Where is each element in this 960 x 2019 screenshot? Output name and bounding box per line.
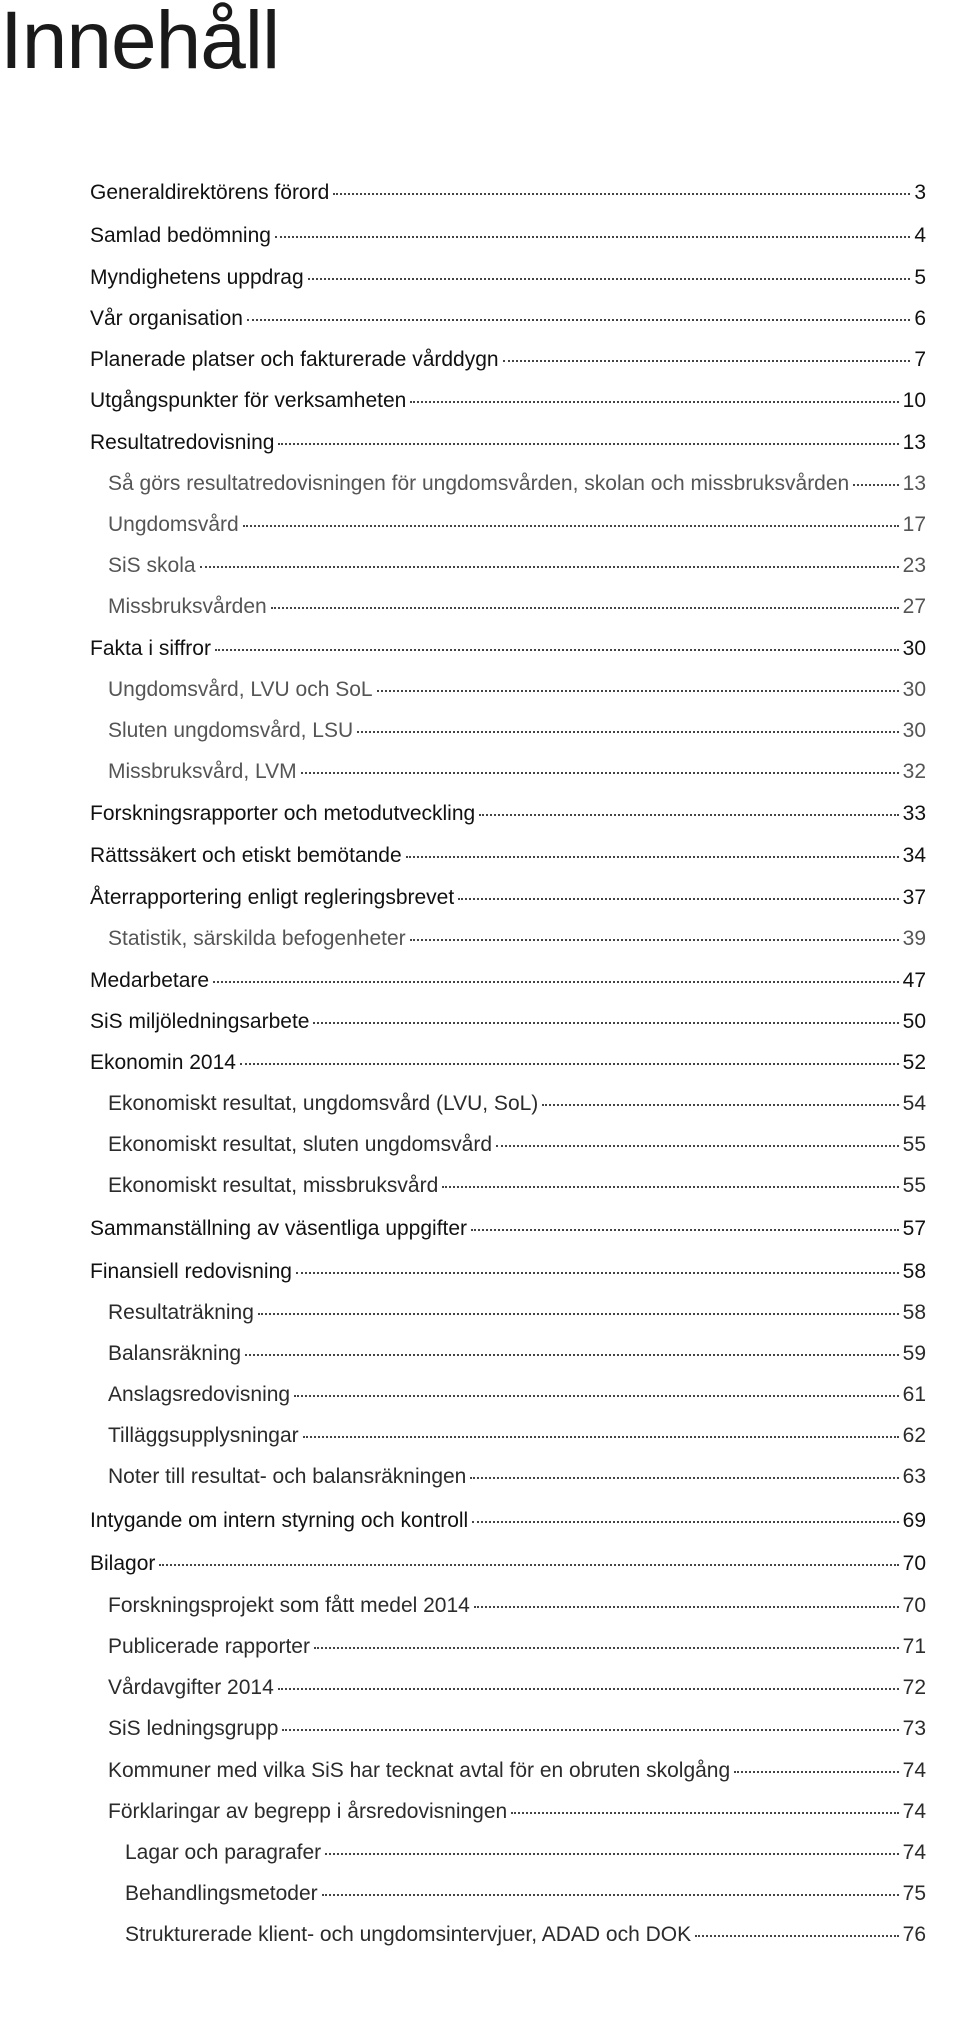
toc-entry-page-number: 39: [902, 927, 926, 950]
toc-entry-label: Ekonomin 2014: [90, 1051, 236, 1074]
dot-leader: [471, 1229, 899, 1231]
toc-entry-page-number: 50: [902, 1010, 926, 1033]
toc-entry-label: Anslagsredovisning: [108, 1383, 291, 1406]
toc-entry-label: Generaldirektörens förord: [90, 181, 330, 204]
dot-leader: [511, 1812, 898, 1814]
page-title: Innehåll: [0, 0, 280, 86]
toc-entry-label: Missbruksvården: [108, 595, 267, 618]
toc-entry-label: Balansräkning: [108, 1342, 242, 1365]
toc-entry-page-number: 30: [902, 678, 926, 701]
toc-entry[interactable]: [90, 843, 926, 869]
dot-leader: [472, 1521, 898, 1523]
toc-entry[interactable]: [90, 388, 926, 414]
toc-entry-page-number: 76: [902, 1923, 926, 1946]
toc-entry[interactable]: [90, 1508, 926, 1534]
toc-entry-page-number: 55: [902, 1133, 926, 1156]
toc-entry-label: Fakta i siffror: [90, 637, 211, 660]
toc-entry[interactable]: [108, 1173, 926, 1199]
toc-entry-page-number: 73: [902, 1717, 926, 1740]
toc-entry[interactable]: [108, 1758, 926, 1784]
dot-leader: [333, 193, 910, 195]
toc-entry-page-number: 57: [902, 1217, 926, 1240]
toc-entry-page-number: 52: [902, 1051, 926, 1074]
toc-entry-label: SiS ledningsgrupp: [108, 1717, 279, 1740]
toc-entry-page-number: 34: [902, 844, 926, 867]
toc-entry-label: Bilagor: [90, 1552, 156, 1575]
toc-entry-page-number: 6: [914, 307, 926, 330]
toc-entry-label: Ekonomiskt resultat, ungdomsvård (LVU, SoL): [108, 1092, 539, 1115]
toc-entry-label: Statistik, särskilda befogenheter: [108, 927, 406, 950]
toc-entry-page-number: 7: [914, 348, 926, 371]
dot-leader: [313, 1022, 898, 1024]
dot-leader: [215, 649, 899, 651]
toc-entry-label: Ekonomiskt resultat, sluten ungdomsvård: [108, 1133, 493, 1156]
toc-entry-label: Sammanställning av väsentliga uppgifter: [90, 1217, 468, 1240]
toc-entry-page-number: 32: [902, 760, 926, 783]
dot-leader: [294, 1395, 899, 1397]
toc-entry[interactable]: [90, 223, 926, 249]
dot-leader: [314, 1647, 899, 1649]
dot-leader: [410, 939, 899, 941]
dot-leader: [410, 401, 898, 403]
dot-leader: [496, 1145, 899, 1147]
toc-entry[interactable]: [90, 636, 926, 662]
dot-leader: [200, 566, 899, 568]
dot-leader: [278, 443, 898, 445]
toc-entry-label: Medarbetare: [90, 969, 210, 992]
toc-entry-page-number: 74: [902, 1800, 926, 1823]
dot-leader: [245, 1354, 899, 1356]
toc-entry[interactable]: [108, 1634, 926, 1660]
toc-entry[interactable]: [108, 677, 926, 703]
toc-entry-label: Lagar och paragrafer: [125, 1841, 322, 1864]
toc-entry-label: Resultatredovisning: [90, 431, 275, 454]
toc-entry-page-number: 61: [902, 1383, 926, 1406]
toc-entry-label: Finansiell redovisning: [90, 1260, 292, 1283]
toc-entry-page-number: 58: [902, 1260, 926, 1283]
toc-entry[interactable]: [90, 1009, 926, 1035]
toc-entry[interactable]: [108, 553, 926, 579]
toc-entry[interactable]: [90, 265, 926, 291]
toc-entry-label: Myndighetens uppdrag: [90, 266, 304, 289]
toc-entry-page-number: 3: [914, 181, 926, 204]
toc-entry[interactable]: [108, 1593, 926, 1619]
toc-entry-label: SiS skola: [108, 554, 196, 577]
dot-leader: [303, 1436, 899, 1438]
toc-entry-label: Intygande om intern styrning och kontroll: [90, 1509, 469, 1532]
toc-entry[interactable]: [108, 1300, 926, 1326]
dot-leader: [243, 525, 899, 527]
toc-entry-label: Behandlingsmetoder: [125, 1882, 318, 1905]
toc-entry[interactable]: [108, 594, 926, 620]
toc-entry-page-number: 74: [902, 1759, 926, 1782]
toc-entry[interactable]: [108, 1341, 926, 1367]
dot-leader: [271, 607, 899, 609]
dot-leader: [159, 1564, 898, 1566]
toc-entry[interactable]: [108, 926, 926, 952]
toc-entry[interactable]: [108, 718, 926, 744]
toc-entry[interactable]: [90, 347, 926, 373]
toc-entry-label: Vår organisation: [90, 307, 243, 330]
toc-entry[interactable]: [90, 306, 926, 332]
dot-leader: [406, 856, 899, 858]
toc-entry-page-number: 17: [902, 513, 926, 536]
toc-entry-page-number: 62: [902, 1424, 926, 1447]
toc-entry[interactable]: [125, 1922, 926, 1948]
toc-entry-label: Forskningsprojekt som fått medel 2014: [108, 1594, 470, 1617]
toc-entry-page-number: 59: [902, 1342, 926, 1365]
dot-leader: [322, 1894, 899, 1896]
toc-entry[interactable]: [108, 1716, 926, 1742]
toc-entry[interactable]: [108, 1423, 926, 1449]
toc-entry-label: Kommuner med vilka SiS har tecknat avtal för en obruten skolgång: [108, 1759, 731, 1782]
toc-entry-label: Forskningsrapporter och metodutveckling: [90, 802, 476, 825]
dot-leader: [258, 1313, 899, 1315]
dot-leader: [474, 1606, 899, 1608]
toc-entry-page-number: 30: [902, 719, 926, 742]
toc-entry-page-number: 71: [902, 1635, 926, 1658]
toc-entry[interactable]: [90, 1551, 926, 1577]
toc-entry-page-number: 75: [902, 1882, 926, 1905]
toc-entry-label: Så görs resultatredovisningen för ungdomsvården, skolan och missbruksvården: [108, 472, 850, 495]
toc-entry-page-number: 72: [902, 1676, 926, 1699]
toc-entry-page-number: 4: [914, 224, 926, 247]
toc-entry-page-number: 58: [902, 1301, 926, 1324]
toc-entry-page-number: 70: [902, 1594, 926, 1617]
toc-entry-label: Ungdomsvård, LVU och SoL: [108, 678, 373, 701]
toc-entry-label: Återrapportering enligt regleringsbrevet: [90, 886, 455, 909]
toc-entry[interactable]: [108, 512, 926, 538]
toc-entry-label: Rättssäkert och etiskt bemötande: [90, 844, 402, 867]
dot-leader: [282, 1729, 898, 1731]
toc-entry[interactable]: [108, 1382, 926, 1408]
toc-entry-page-number: 13: [902, 472, 926, 495]
toc-entry-label: Samlad bedömning: [90, 224, 271, 247]
toc-entry-label: Noter till resultat- och balansräkningen: [108, 1465, 467, 1488]
toc-entry[interactable]: [90, 1050, 926, 1076]
dot-leader: [695, 1935, 899, 1937]
toc-entry[interactable]: [90, 801, 926, 827]
dot-leader: [357, 731, 899, 733]
toc-entry[interactable]: [90, 968, 926, 994]
toc-entry-page-number: 47: [902, 969, 926, 992]
toc-entry[interactable]: [108, 1464, 926, 1490]
dot-leader: [247, 319, 910, 321]
toc-entry[interactable]: [125, 1881, 926, 1907]
toc-entry-page-number: 27: [902, 595, 926, 618]
dot-leader: [479, 814, 898, 816]
toc-entry[interactable]: [108, 1091, 926, 1117]
toc-entry[interactable]: [90, 180, 926, 206]
toc-entry[interactable]: [90, 430, 926, 456]
toc-entry[interactable]: [108, 1675, 926, 1701]
toc-entry-page-number: 54: [902, 1092, 926, 1115]
toc-entry-label: Sluten ungdomsvård, LSU: [108, 719, 354, 742]
dot-leader: [213, 981, 899, 983]
dot-leader: [325, 1853, 899, 1855]
toc-entry[interactable]: [90, 1259, 926, 1285]
toc-entry-label: Resultaträkning: [108, 1301, 254, 1324]
toc-entry-page-number: 10: [902, 389, 926, 412]
dot-leader: [542, 1104, 898, 1106]
toc-entry-page-number: 5: [914, 266, 926, 289]
dot-leader: [278, 1688, 899, 1690]
dot-leader: [470, 1477, 898, 1479]
dot-leader: [853, 484, 898, 486]
toc-entry-page-number: 74: [902, 1841, 926, 1864]
toc-entry-page-number: 63: [902, 1465, 926, 1488]
toc-entry-label: Planerade platser och fakturerade vårddygn: [90, 348, 499, 371]
toc-entry-label: Ungdomsvård: [108, 513, 239, 536]
dot-leader: [296, 1272, 899, 1274]
toc-entry[interactable]: [108, 1799, 926, 1825]
dot-leader: [734, 1771, 898, 1773]
dot-leader: [240, 1063, 899, 1065]
dot-leader: [503, 360, 911, 362]
toc-entry-label: Ekonomiskt resultat, missbruksvård: [108, 1174, 439, 1197]
toc-entry-label: Missbruksvård, LVM: [108, 760, 297, 783]
toc-entry-page-number: 70: [902, 1552, 926, 1575]
toc-entry[interactable]: [108, 759, 926, 785]
toc-entry-label: Strukturerade klient- och ungdomsintervjuer, ADAD och DOK: [125, 1923, 692, 1946]
dot-leader: [458, 898, 898, 900]
dot-leader: [308, 278, 911, 280]
toc-entry-page-number: 37: [902, 886, 926, 909]
dot-leader: [301, 772, 899, 774]
toc-entry-label: Publicerade rapporter: [108, 1635, 310, 1658]
toc-entry[interactable]: [90, 1216, 926, 1242]
toc-entry-page-number: 30: [902, 637, 926, 660]
toc-entry-page-number: 69: [902, 1509, 926, 1532]
toc-entry-label: Tilläggsupplysningar: [108, 1424, 299, 1447]
dot-leader: [442, 1186, 898, 1188]
dot-leader: [275, 236, 910, 238]
toc-entry-page-number: 23: [902, 554, 926, 577]
toc-entry-page-number: 55: [902, 1174, 926, 1197]
toc-entry[interactable]: [108, 471, 926, 497]
toc-entry[interactable]: [125, 1840, 926, 1866]
toc-entry-page-number: 13: [902, 431, 926, 454]
toc-entry[interactable]: [108, 1132, 926, 1158]
toc-entry-label: Vårdavgifter 2014: [108, 1676, 274, 1699]
dot-leader: [377, 690, 899, 692]
toc-entry-label: Förklaringar av begrepp i årsredovisningen: [108, 1800, 508, 1823]
toc-entry-label: Utgångspunkter för verksamheten: [90, 389, 407, 412]
toc-entry[interactable]: [90, 885, 926, 911]
toc-entry-label: SiS miljöledningsarbete: [90, 1010, 310, 1033]
toc-entry-page-number: 33: [902, 802, 926, 825]
